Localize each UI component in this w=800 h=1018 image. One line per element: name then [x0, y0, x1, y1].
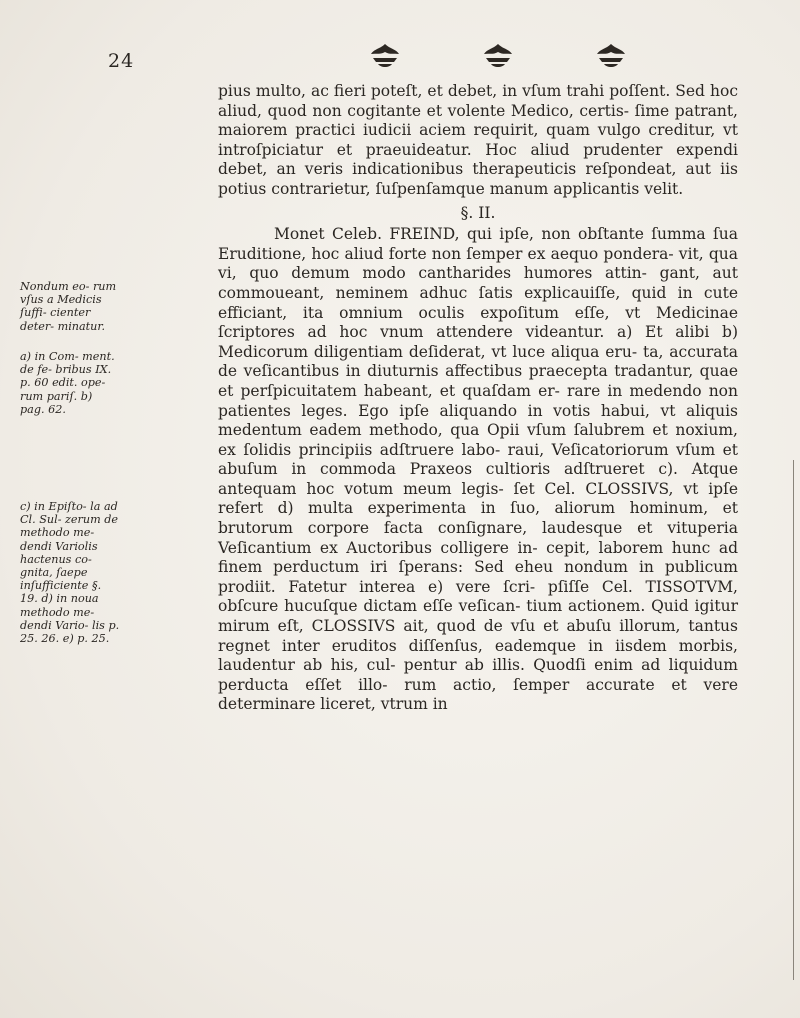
margin-note-2 [20, 350, 120, 416]
ornament-1-icon [368, 40, 402, 72]
ornament-2-icon [481, 40, 515, 72]
margin-note-text: a) in Com- ment. de fe- bribus IX. p. 60 edit. ope- rum pariſ. b) pag. 62. [20, 350, 115, 416]
margin-note-1 [20, 280, 120, 333]
section-heading: §. II. [460, 203, 496, 222]
main-text [218, 82, 738, 715]
ornament-3-icon [594, 40, 628, 72]
margin-note-text: c) in Epiſto- la ad Cl. Sul- zerum de methodo me- dendi Variolis hactenus co- gnita, ſaepe inſufficiente §. 19. d) in noua methodo me- dendi Vario- lis p. 25. 26. e) p. 25. [20, 500, 120, 646]
page-number: 24 [108, 50, 135, 72]
margin-note-3 [20, 500, 120, 645]
paragraph-2: Monet Celeb. FREIND, qui ipſe, non obſtante ſumma ſua Eruditione, hoc aliud forte non ſemper ex aequo pondera- vit, qua vi, quo demum modo cantharides humores attin- gant, aut commoueant, neminem adhuc ſatis explicauiſſe, quid in cute efficiant, ita omnium oculis expoſitum eſſe, vt Medicinae ſcriptores ad hoc vnum attendere videantur. a) Et alibi b) Medicorum diligentiam deſiderat, vt luce aliqua eru- ta, accurata de veſicantibus in diuturnis affectibus praecepta tradantur, quae et perſpicuitatem habeant, et quaſdam er- rare in medendo non patientes leges. Ego ipſe aliquando in votis habui, vt aliquis medentum eadem methodo, qua Opii vſum ſalubrem et noxium, ex ſolidis principiis adſtruere labo- raui, Veſicatoriorum vſum et abuſum in commoda Praxeos cultioris adſtrueret c). Atque antequam hoc votum meum legis- ſet Cel. CLOSSIVS, vt ipſe refert d) multa experimenta in ſuo, aliorum hominum, et brutorum corpore facta conſignare, laudesque et vituperia Veſicantium ex Auctoribus colligere in- cepit, laborem hunc ad finem perductum iri ſperans: Sed eheu nondum in publicum prodiit. Fatetur interea e) vere ſcri- pſiſſe Cel. TISSOTVM, obſcure hucuſque dictam eſſe veſican- tium actionem. Quid igitur mirum eſt, CLOSSIVS ait, quod de vſu et abuſu illorum, tantus regnet inter eruditos diſſenſus, eademque in iisdem morbis, laudentur ab his, cul- pentur ab illis. Quodſi enim ad liquidum perducta eſſet illo- rum actio, ſemper accurate et vere determinare liceret, vtrum in [218, 225, 738, 714]
paragraph-1: pius multo, ac fieri poteſt, et debet, in vſum trahi poſſent. Sed hoc aliud, quod non cogitante et volente Medico, certis- ſime patrant, maiorem practici iudicii aciem requirit, quam vulgo creditur, vt introſpiciatur et praeuideatur. Hoc aliud prudenter expendi debet, an veris indicationibus therapeuticis reſpondeat, aut iis potius contrarietur, ſuſpenſamque manum applicantis velit. [218, 82, 738, 198]
page-edge-line [793, 460, 795, 980]
header-ornaments [368, 40, 628, 74]
margin-note-text: Nondum eo- rum vſus a Medicis ſuffi- cienter deter- minatur. [20, 280, 117, 333]
